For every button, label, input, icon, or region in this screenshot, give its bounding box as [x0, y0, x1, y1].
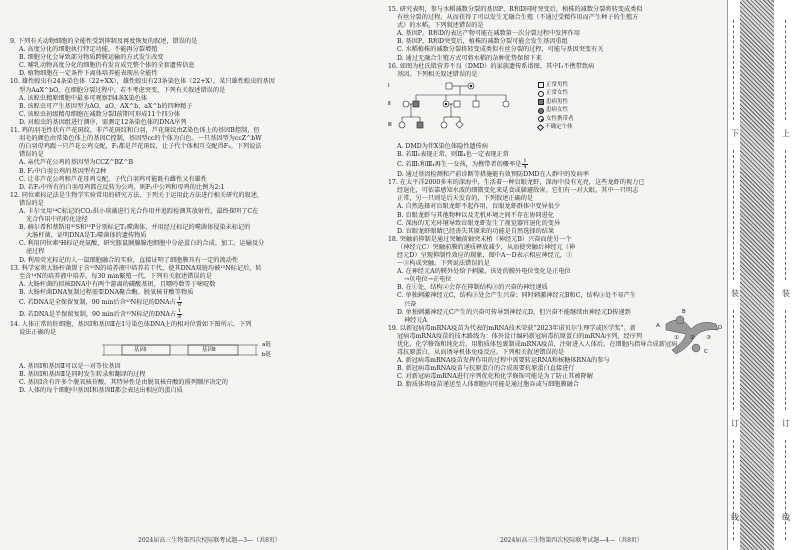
option [10, 309, 370, 321]
option: A. 自然选择对盲眼龙虾不起作用，盲眼龙虾群体中变异很少 [397, 203, 561, 211]
question-stem: 19. 以新冠病毒mRNA疫苗为代表的mRNA技术荣获“2023年诺贝尔生理学或医学奖”。新 [388, 324, 636, 332]
fraction [177, 309, 182, 320]
option: D. 植物细胞在一定条件下离体培养能表现出全能性 [19, 70, 158, 78]
option: D. 若F₂中所有的白羽母鸡都在反转为公鸡，则F₂中公鸡和母鸡的比例为2:1 [19, 183, 225, 191]
legend-label: 不确定个体 [545, 124, 573, 131]
option: A. 基因Ⅰ和基因Ⅱ可以是一对等位基因 [19, 363, 121, 371]
fraction-numerator: 1 [177, 296, 181, 302]
question-stem-cont: 羽毛的颜色由常染色体上的基因C控制，基因型cc的个体为白色。一只基因型为ccZ^bW [19, 135, 262, 143]
option-cont: →负电位→正电位 [404, 276, 452, 284]
binding-label: 线 [731, 513, 739, 522]
binding-label: 装 [731, 289, 739, 298]
question-15 [388, 6, 722, 63]
option: B. 盲眼龙虾与其他物种以及无机环境之间不存在协同进化 [397, 211, 554, 219]
generation-label: Ⅱ [388, 100, 391, 107]
option: D. 通过基因检测和产前诊断等措施能有效预防DMD在人群中的发病率 [397, 171, 589, 179]
dna-strand-diagram [100, 341, 280, 359]
legend-item [538, 123, 638, 132]
legend-item [538, 98, 638, 107]
legend-label: 正常男性 [546, 81, 569, 88]
binding-hatch-pattern [740, 0, 774, 550]
option: D. 脂质体将疫苗递送至人体细胞内可能是通过胞吞或与细胞膜融合 [397, 381, 579, 389]
synapse-label-1: ① [674, 335, 679, 341]
option: A. 在神经元A的膜外处给予刺激，该处的膜外电位变化是正电位 [397, 268, 571, 276]
option: B. F₂中白羽公鸡的基因型有2种 [19, 167, 107, 175]
question-stem-cont: 的白羽母鸡跟一只芦花公鸡交配，F₁都是芦花斑纹，让子代个体相互交配得F₂。下列说法 [19, 143, 262, 151]
question-stem: 15. 研究表明，参与水稻减数分裂的基因P、R和D同时突变后，植株的减数分裂将转变成类似 [388, 6, 643, 13]
cut-line [785, 20, 788, 120]
circle-icon [538, 91, 544, 97]
legend-item [538, 115, 638, 124]
fraction-numerator: 1 [523, 158, 527, 165]
question-stem: 9. 下列有关动物细胞的全能性受到抑制及再度恢复的叙述，错误的是 [10, 38, 198, 45]
question-stem-cont: 经元D）呈现抑制性效应的现象，图中A～D表示相应神经元，① [397, 251, 573, 259]
question-17 [388, 179, 722, 236]
question-stem: 17. 在太平洋2000多米的深海中，生活着一种盲眼龙虾，深海中没有光亮，这些龙虾的视力已 [388, 179, 645, 187]
question-stem: 12. 同位素标记法是生物学实验常用的研究方法，下列关于运用此方法进行相关研究的叙述， [10, 191, 264, 199]
option: B. 若Ⅲ₁表现正常，则Ⅲ₄也一定表现正常 [397, 150, 509, 158]
option: B. 基因Ⅰ和基因Ⅱ是同时发生转录和翻译的过程 [19, 371, 146, 379]
question-16 [388, 63, 722, 179]
question-stem-cont: 说法正确的是 [19, 329, 57, 337]
cut-line [733, 20, 736, 120]
binding-label: 下 [731, 129, 739, 138]
option: D. 利用荧光标记的人一鼠细胞融合的实验，直接证明了细胞膜具有一定的流动性 [19, 256, 239, 264]
synapse-label-3: ③ [706, 335, 711, 341]
question-10 [10, 78, 370, 127]
option: A. 该蝗虫精原细胞中最多可观察到4条X染色体 [19, 94, 148, 102]
question-14 [10, 321, 370, 396]
question-stem-cont: 冠病毒mRNA疫苗的技术路线为：体外设计编码新冠病毒抗原蛋白的mRNA序列，经序列 [397, 332, 643, 340]
option: D. 人体的每个细胞中基因Ⅰ和基因Ⅱ都会表达出相应的蛋白质 [19, 387, 183, 395]
legend-label: 女性携带者 [546, 115, 574, 122]
question-stem-cont: 错误的是 [19, 151, 44, 159]
option: A. 亲代芦花公鸡的基因型为CCZ^BZ^B [19, 159, 133, 167]
option: C. 对新冠病毒mRNA进行序列优化和化学修饰可能是为了防止其被降解 [397, 373, 593, 381]
binding-margin [727, 0, 800, 550]
chain-a-label: a链 [262, 342, 271, 349]
legend-label: 患病女性 [546, 107, 569, 114]
option: A. 高度分化的细胞执行特定功能，不能再分裂增殖 [19, 46, 158, 54]
neuron-label-d: D [718, 325, 723, 331]
legend-item [538, 89, 638, 98]
pedigree-diagram [388, 81, 538, 141]
question-stem-cont: 有丝分裂的过程，从而获得了可以发生无融合生殖（不通过受精作用而产生种子的生殖方 [397, 14, 639, 22]
question-stem-cont: 型为AaX^bO，在细胞分裂过程中，若不考虑突变，下列有关叙述错误的是 [19, 86, 226, 94]
gene-2-label: 基因Ⅱ [202, 347, 216, 354]
question-stem-cont: 经退化，可依靠感知水波的细微变化来觅食或躲避敌害。它们有一对大眼，其中一只明志 [397, 187, 639, 195]
option: D. 盲眼龙虾眼睛已经丧失其原来的功能是自然选择的结果 [397, 227, 555, 235]
option: C. 基因Ⅰ含有许多个脱氧核苷酸，其特异性是由脱氧核苷酸的排列顺序决定的 [19, 379, 228, 387]
question-stem-cont: 式）的水稻。下列叙述错误的是 [397, 22, 484, 30]
option [10, 297, 370, 309]
option: D. 通过无融合生殖方式可将水稻的杂种优势保留下来 [397, 54, 542, 62]
chain-b-label: b链 [262, 352, 271, 359]
cut-line [733, 310, 736, 410]
option: D. 对蝗虫的基因组进行测序，需测定12条染色体的DNA序列 [19, 118, 187, 126]
option: A. 卡尔文用¹⁴C标记的CO₂供小球藻进行光合作用并追踪检测其放射性，最终探明了C在 [19, 207, 259, 215]
option: B. 在①处，结构②会存在抑制结构③的兴奋的神经递质 [397, 284, 548, 292]
neuron-label-c: C [704, 349, 708, 355]
page-footer-right: 2024届高三生物第四次校际联考试题—4—（共8页） [500, 537, 643, 544]
option: C. 深海的无光环境导致盲眼龙虾发生了视觉器官退化的变异 [397, 219, 561, 227]
binding-label: 订 [782, 419, 790, 428]
question-stem: 11. 鸡的羽毛性状有芦花斑纹，非芦花斑纹和白羽，芦花斑纹由Z染色体上的基因B控制，但 [10, 127, 260, 135]
cut-line [785, 150, 788, 280]
option: C. 单独刺激神经元C，结构③处会产生兴奋；同时刺激神经元B和C，结构③处不易产生 [397, 292, 637, 300]
question-9 [10, 38, 370, 78]
fraction-numerator: 1 [178, 308, 182, 314]
legend-item [538, 106, 638, 115]
fraction-denominator: 8 [177, 302, 181, 308]
option: B. 新冠病毒mRNA疫苗与抗原蛋白的合成需要抗原蛋白直接进行 [397, 365, 575, 373]
option: B. 细胞分化会导致部分物质跨膜运输的方式发生改变 [19, 54, 164, 62]
legend-item [538, 81, 638, 90]
legend-label: 正常女性 [546, 90, 569, 97]
binding-label: 线 [782, 513, 790, 522]
binding-label: 装 [782, 289, 790, 298]
synapse-label-2: ② [690, 335, 695, 341]
neuron-synapse-diagram [656, 304, 726, 364]
option: B. 赫尔希和蔡斯用³⁵S和³²P分别标记T₂噬菌体，并用经过标记的噬菌体侵染未标记的 [19, 224, 251, 232]
binding-label: 订 [731, 419, 739, 428]
neuron-label-a: A [656, 323, 660, 329]
neuron-label-b: B [682, 309, 686, 315]
pedigree-legend [538, 81, 638, 132]
cut-line [733, 150, 736, 280]
question-stem-cont: 至含¹⁴N的培养液中培养，每30 min繁殖一代。下列有关叙述错误的是 [19, 272, 212, 280]
option: A. 大肠杆菌的拟核DNA中有两个游离的磷酸基团，且嘌呤数等于嘧啶数 [19, 280, 216, 288]
option: B. 大肠杆菌DNA复制过程需要DNA聚合酶、脱氧核苷酸等物质 [19, 288, 194, 296]
binding-label: 上 [782, 129, 790, 138]
filled-square-icon [538, 99, 544, 105]
option-cont: 神经元A [404, 316, 428, 324]
option-cont: 泌过程 [26, 248, 45, 256]
question-stem-cont: 正常，另一只则是后天发育的，下列叙述正确的是 [397, 195, 534, 203]
fraction-denominator: 4 [178, 314, 182, 320]
question-18 [388, 236, 653, 293]
option: C. 让非芦花公鸡和芦花母鸡交配，子代白羽鸡可能既有雌性又有雄性 [19, 175, 207, 183]
generation-label: Ⅲ [388, 121, 392, 128]
option-text: C. 若Ⅲ₁和Ⅲ₄再生一女孩，为携带者的概率是 [397, 161, 522, 169]
pedigree-chart [388, 81, 638, 141]
cut-line [785, 310, 788, 410]
generation-label: Ⅰ [388, 82, 390, 89]
question-12 [10, 192, 370, 265]
question-stem: 10. 雄性蝗虫有24条染色体（22+XX），雄性蝗虫有23条染色体（22+X）。某只雄性蝗虫的基因 [10, 78, 275, 86]
fraction [522, 159, 527, 170]
option-cont: 兴奋 [404, 300, 417, 308]
cut-line [733, 440, 736, 540]
gene-1-label: 基因Ⅰ [134, 347, 147, 354]
fraction-denominator: 4 [523, 164, 527, 171]
left-page [10, 0, 370, 550]
square-icon [538, 82, 544, 88]
question-stem-cont: 优化、化学修饰和纯化后，用脂质体包裹制成mRNA疫苗，注射进入人体后，在细胞内指导合成新冠病 [397, 341, 678, 348]
question-stem: 16. 如图为杜氏肌营养不良（DMD）的家族遗传系谱图，其中Ⅰ₁不携带致病 [388, 62, 595, 70]
right-page [388, 0, 722, 550]
option-cont: 光合作用中的转化途径 [26, 216, 88, 224]
page-footer-left: 2024届高三生物第四次校际联考试题—3—（共8页） [138, 537, 281, 544]
fraction [177, 297, 182, 308]
option: C. 水稻植株的减数分裂将转变成类似有丝分裂的过程，可能与基因突变有关 [397, 46, 604, 54]
question-stem-cont: 毒抗原蛋白，从而诱导机体免疫反应。下列相关叙述错误的是 [397, 349, 565, 357]
question-stem-cont: （神经元C）突触前膜的递质释放减少，从而使突触后神经元（神 [397, 243, 575, 251]
diamond-icon [537, 124, 544, 131]
binding-edge [727, 0, 728, 550]
option: A. 基因P、R和D的表达产物可能在减数第一次分裂过程中发挥作用 [397, 30, 581, 38]
option: A. 新冠病毒mRNA疫苗发挥作用的过程中需要转运RNA和核糖体RNA的参与 [397, 357, 610, 365]
option: B. 基因P、R和D突变后，植株的减数分裂可能会发生基因重组 [397, 38, 568, 46]
question-stem: 14. 人体正常的肝细胞，基因Ⅰ和基因Ⅱ在1号染色体DNA上的相对位置如下图所示，下列 [10, 321, 252, 328]
option: C. 利用同位素³H标记亮氨酸，研究豚鼠胰腺腺泡细胞中分泌蛋白的合成、加工、运输及分 [19, 240, 265, 248]
question-stem-cont: 基因。下列相关叙述错误的是 [397, 70, 478, 78]
question-11 [10, 127, 370, 192]
option-text: D. 若DNA是半保留复制，90 min后含¹⁵N标记的DNA占 [19, 311, 177, 318]
question-stem: 13. 科学家将大肠杆菌置于含¹⁵N的培养液中培养若干代，使其DNA双链均被¹⁵N标记后，转 [10, 264, 262, 272]
gene-position-diagram [100, 341, 280, 359]
legend-label: 患病男性 [546, 98, 569, 105]
option-text: C. 若DNA是全保留复制，90 min后含¹⁵N标记的DNA占 [19, 299, 176, 306]
filled-circle-icon [538, 108, 544, 114]
option: A. DMD为伴X染色体隐性遗传病 [397, 142, 488, 150]
option: C. 哺乳动物高度分化的细胞仍有发育成完整个体的全套遗传信息 [19, 62, 195, 70]
question-13 [10, 265, 370, 321]
option: B. 该蝗虫可产生基因型为AO、aO、AX^b、aX^b的四种精子 [19, 102, 193, 110]
question-stem-cont: 错误的是 [19, 199, 44, 207]
option-cont: 大肠杆菌，证明DNA是T₂噬菌体的遗传物质 [26, 232, 147, 240]
question-stem-cont: ～③构成突触。下列说法错误的是 [397, 260, 490, 268]
dotted-circle-icon [538, 116, 544, 122]
question-stem: 18. 突触前抑制是通过突触前轴突末梢（神经元B）兴奋而使另一个 [388, 235, 572, 243]
option [388, 159, 722, 171]
cut-line [785, 440, 788, 540]
option: D. 单独刺激神经元C产生的兴奋可传导到神经元D，但兴奋不能继续由神经元D传递到 [397, 308, 631, 316]
option: C. 该蝗虫初级精母细胞在减数分裂Ⅰ前期可形成11个四分体 [19, 110, 181, 118]
